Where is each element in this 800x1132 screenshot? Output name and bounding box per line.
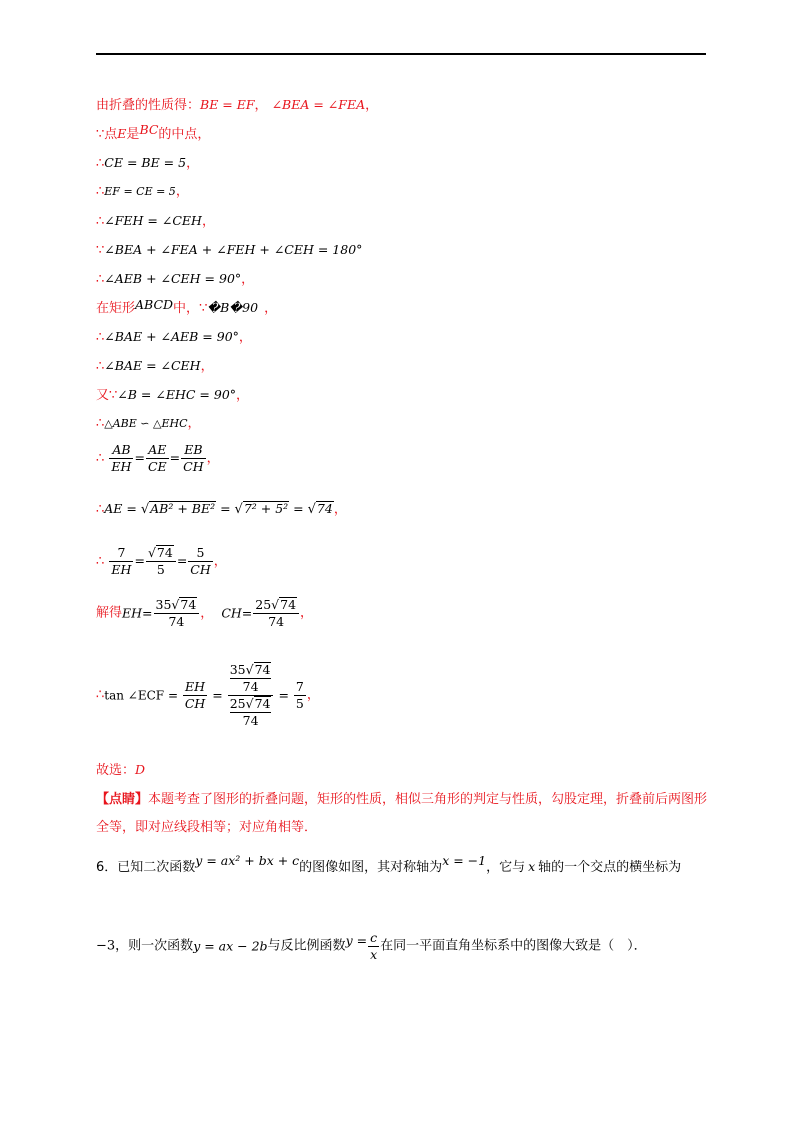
solution-line-17: ∴tan ∠ECF = $\frac{EH}{CH}$ = 35√74 74 25√74 74 = $\frac{7}{5}$ ，	[96, 662, 320, 728]
header-rule	[96, 53, 706, 55]
solution-line-13: ∴ $\frac{AB}{EH}$ = $\frac{AE}{CE}$ = $\frac{EB}{CH}$ ，	[96, 442, 220, 474]
fraction-eh-value: $\frac{35√74}{74}$	[154, 597, 200, 630]
radical-sign: √	[307, 502, 316, 517]
fraction-7-5: $\frac{7}{5}$	[295, 679, 304, 711]
fraction-c-x: $\frac{c}{x}$	[370, 930, 378, 962]
radical-sign: √	[234, 502, 243, 517]
answer-line: 故选：D	[96, 762, 146, 778]
fraction-5-ch: $\frac{5}{CH}$	[190, 545, 211, 577]
solution-line-6: ∵∠BEA + ∠FEA + ∠FEH + ∠CEH = 180°	[96, 242, 363, 258]
fraction-ab-eh: $\frac{AB}{EH}$	[111, 442, 132, 474]
solution-line-16: 解得EH= $\frac{35√74}{74}$ ， CH= $\frac{25√74}{74}$ ，	[96, 597, 314, 629]
question-6-line-2: −3，则一次函数y = ax − 2b与反比例函数y = $\frac{c}{x}$ 在同一平面直角坐标系中的图像大致是（ ）．	[96, 930, 647, 962]
solution-line-4: ∴EF = CE = 5，	[96, 184, 189, 199]
solution-line-7: ∴∠AEB + ∠CEH = 90°，	[96, 271, 255, 287]
fraction-ch-value: $\frac{25√74}{74}$	[253, 597, 299, 630]
solution-line-3: ∴CE = BE = 5，	[96, 155, 200, 171]
solution-line-1: 由折叠的性质得：BE = EF， ∠BEA = ∠FEA，	[96, 97, 379, 113]
key-point-note: 【点睛】本题考查了图形的折叠问题，矩形的性质，相似三角形的判定与性质，勾股定理，折叠前后两图形全等，即对应线段相等；对应角相等．	[96, 792, 708, 835]
fraction-7-eh: $\frac{7}{EH}$	[111, 545, 132, 577]
fraction-eh-ch: $\frac{EH}{CH}$	[184, 679, 206, 711]
compound-fraction: 35√74 74 25√74 74	[228, 662, 274, 729]
solution-line-12: ∴△ABE ∽ △EHC，	[96, 416, 201, 431]
radical-sign: √	[140, 502, 150, 517]
fraction-root74-5: $\frac{√74}{5}$	[146, 545, 176, 578]
solution-line-10: ∴∠BAE = ∠CEH，	[96, 358, 214, 374]
solution-line-11: 又∵∠B = ∠EHC = 90°，	[96, 387, 250, 403]
solution-line-8: 在矩形ABCD中，∵�B�90 ，	[96, 297, 278, 316]
solution-line-9: ∴∠BAE + ∠AEB = 90°，	[96, 329, 252, 345]
solution-line-5: ∴∠FEH = ∠CEH，	[96, 213, 215, 229]
fraction-eb-ch: $\frac{EB}{CH}$	[183, 442, 204, 474]
question-6-line-1: 6．已知二次函数y = ax² + bx + c的图像如图，其对称轴为x = −1，它与 x 轴的一个交点的横坐标为	[96, 853, 682, 875]
solution-line-15: ∴ $\frac{7}{EH}$ = $\frac{√74}{5}$ = $\frac{5}{CH}$ ，	[96, 545, 227, 577]
solution-line-2: ∵点E是BC的中点，	[96, 122, 211, 142]
fraction-ae-ce: $\frac{AE}{CE}$	[147, 442, 167, 474]
solution-line-14: ∴AE = √AB² + BE² = √7² + 5² = √74，	[96, 501, 347, 517]
